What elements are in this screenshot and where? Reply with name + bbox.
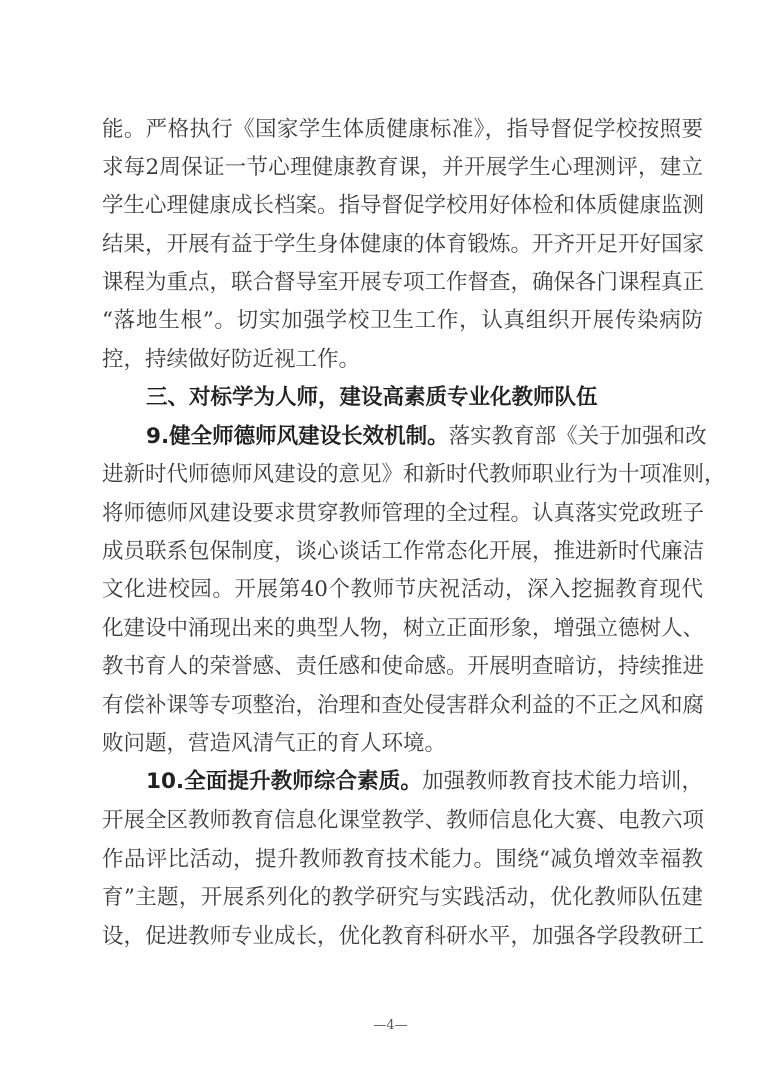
item9-first-line [146,422,707,452]
body-line: 控，持续做好防近视工作。 [102,347,361,372]
body-line: 文化进校园。开展第40个教师节庆祝活动，深入挖掘教育现代 [102,577,703,602]
item10-text: 加强教师教育技术能力培训， [422,769,703,794]
body-line: 将师德师风建设要求贯穿教师管理的全过程。认真落实党政班子 [102,501,705,526]
body-line: 求每2周保证一节心理健康教育课，并开展学生心理测评，建立 [102,155,703,180]
body-line: 学生心理健康成长档案。指导督促学校用好体检和体质健康监测 [102,193,705,218]
item10-first-line [146,767,703,797]
body-line: “落地生根”。切实加强学校卫生工作，认真组织开展传染病防 [102,308,703,333]
body-line: 课程为重点，联合督导室开展专项工作督查，确保各门课程真正 [102,270,705,295]
body-line: 结果，开展有益于学生身体健康的体育锻炼。开齐开足开好国家 [102,232,705,257]
body-line: 化建设中涌现出来的典型人物，树立正面形象，增强立德树人、 [102,616,705,641]
body-line: 开展全区教师教育信息化课堂教学、教师信息化大赛、电教六项 [102,808,705,833]
body-line: 设，促进教师专业成长，优化教育科研水平，加强各学段教研工 [102,924,705,949]
item10-title: 10.全面提升教师综合素质。 [146,769,423,794]
body-line: 成员联系包保制度，谈心谈话工作常态化开展，推进新时代廉洁 [102,539,705,564]
item9-title: 9.健全师德师风建设长效机制。 [146,424,449,449]
body-line: 育”主题，开展系列化的教学研究与实践活动，优化教师队伍建 [102,885,703,910]
body-line: 作品评比活动，提升教师教育技术能力。围绕“减负增效幸福教 [102,847,703,872]
item9-text: 落实教育部《关于加强和改 [448,424,707,449]
body-line: 进新时代师德师风建设的意见》和新时代教师职业行为十项准则， [102,462,726,487]
section-heading: 三、对标学为人师，建设高素质专业化教师队伍 [146,385,598,410]
page-number: —4— [373,1018,408,1033]
body-line: 败问题，营造风清气正的育人环境。 [102,731,447,756]
body-line: 能。严格执行《国家学生体质健康标准》，指导督促学校按照要 [102,117,703,142]
body-line: 有偿补课等专项整治，治理和查处侵害群众利益的不正之风和腐 [102,693,705,718]
body-line: 教书育人的荣誉感、责任感和使命感。开展明查暗访，持续推进 [102,654,705,679]
